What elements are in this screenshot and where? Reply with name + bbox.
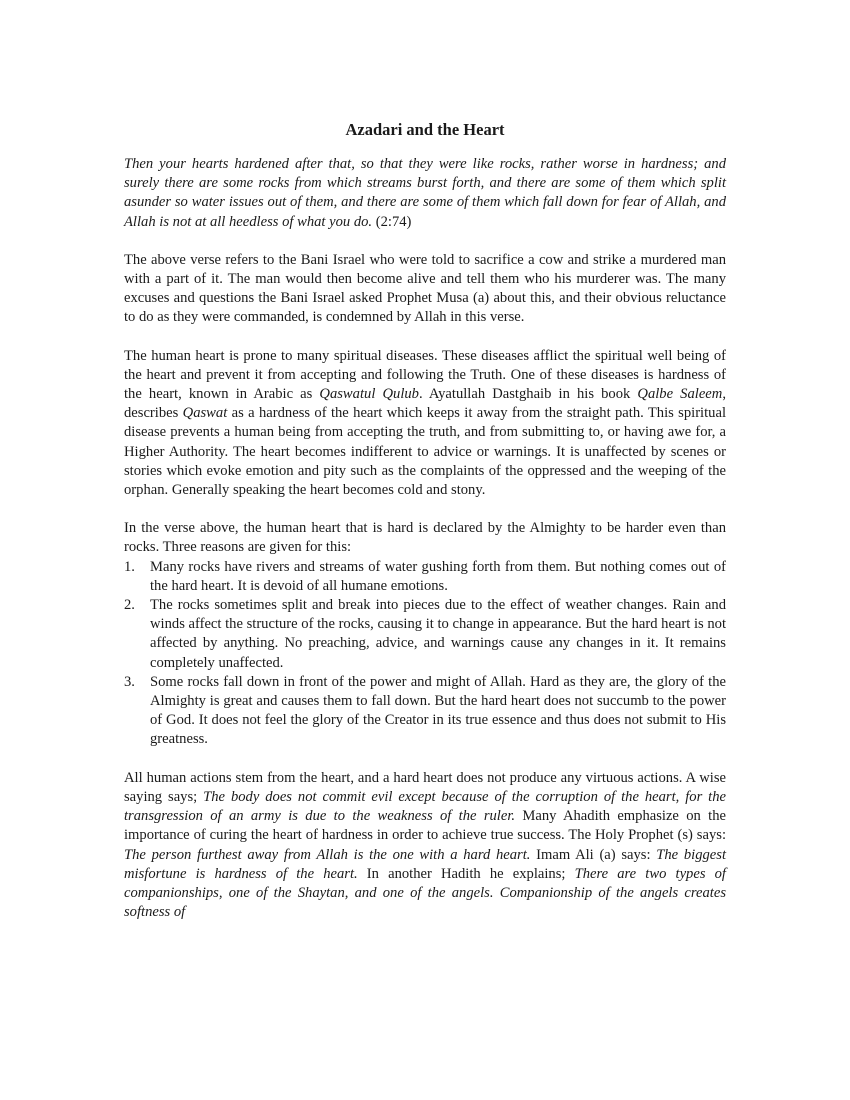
paragraph-spiritual-diseases bbox=[124, 347, 726, 501]
list-number: 2. bbox=[124, 597, 135, 614]
paragraph-bani-israel: The above verse refers to the Bani Israel who were told to sacrifice a cow and strike a murdered man with a part of it. The man would then become alive and tell them who his murderer was. The many excuses and questions the Bani Israel asked Prophet Musa (a) about this, and their obvious reluctance to do as they were commanded, is condemned by Allah in this verse. bbox=[124, 251, 726, 326]
list-number: 1. bbox=[124, 558, 135, 575]
document-page bbox=[124, 120, 726, 941]
list-item-text: Many rocks have rivers and streams of water gushing forth from them. But nothing comes out of the hard heart. It is devoid of all humane emotions. bbox=[150, 558, 726, 594]
reasons-list bbox=[124, 558, 726, 750]
epigraph-text: Then your hearts hardened after that, so that they were like rocks, rather worse in hardness; and surely there are some rocks from which streams burst forth, and there are some of them which split asunder so water issues out of them, and there are some of them which fall down for fear of Allah, and Allah is not at all heedless of what you do. bbox=[124, 156, 726, 230]
quran-epigraph bbox=[124, 155, 726, 232]
list-item bbox=[124, 596, 726, 673]
quote-imam-ali: The biggest misfortune is hardness of the heart. bbox=[124, 846, 727, 882]
verse-reference: (2:74) bbox=[375, 213, 412, 230]
text-run: In another Hadith he explains; bbox=[357, 865, 575, 882]
list-item bbox=[124, 558, 726, 596]
paragraph-hadith bbox=[124, 769, 726, 923]
text-run: as a hardness of the heart which keeps it away from the straight path. This spiritual disease prevents a human being from accepting the truth, and from submitting to, or having awe for, a Higher Authority. The heart becomes indifferent to advice or warnings. It is unaffected by scenes or stories which evoke emotion and pity such as the complaints of the oppressed and the weeping of the orphan. Generally speaking the heart becomes cold and stony. bbox=[124, 405, 726, 499]
text-run: , describes bbox=[124, 386, 726, 422]
text-run: Imam Ali (a) says: bbox=[530, 846, 657, 863]
quote-companionships: There are two types of companionships, one of the Shaytan, and one of the angels. Companionship of the angels creates softness of bbox=[124, 865, 726, 921]
list-number: 3. bbox=[124, 673, 135, 690]
quote-wise-saying: The body does not commit evil except because of the corruption of the heart, for the transgression of an army is due to the weakness of the ruler. bbox=[124, 788, 726, 825]
text-run: Many Ahadith emphasize on the importance of curing the heart of hardness in order to achieve true success. The Holy Prophet (s) says: bbox=[124, 808, 727, 844]
page-title: Azadari and the Heart bbox=[345, 120, 505, 139]
paragraph-three-reasons-lead: In the verse above, the human heart that is hard is declared by the Almighty to be harder even than rocks. Three reasons are given for this: bbox=[124, 520, 726, 556]
text-run: All human actions stem from the heart, and a hard heart does not produce any virtuous actions. A wise saying says; bbox=[124, 769, 726, 805]
list-item-text: The rocks sometimes split and break into pieces due to the effect of weather changes. Rain and winds affect the structure of the rocks, causing it to change in appearance. But the hard heart is not affected by anything. No preaching, advice, and warnings cause any changes in it. It remains completely unaffected. bbox=[150, 597, 726, 671]
list-item-text: Some rocks fall down in front of the power and might of Allah. Hard as they are, the glory of the Almighty is great and causes them to fall down. But the hard heart does not succumb to the power of God. It does not feel the glory of the Creator in its true essence and thus does not submit to His greatness. bbox=[150, 673, 726, 748]
quote-holy-prophet: The person furthest away from Allah is the one with a hard heart. bbox=[124, 846, 531, 863]
term-qaswat: Qaswat bbox=[182, 405, 228, 422]
list-item bbox=[124, 673, 726, 750]
book-title: Qalbe Saleem bbox=[637, 386, 723, 403]
text-run: . Ayatullah Dastghaib in his book bbox=[418, 386, 638, 403]
text-run: The human heart is prone to many spiritual diseases. These diseases afflict the spiritual well being of the heart and prevent it from accepting and following the Truth. One of these diseases is hardness of the heart, known in Arabic as bbox=[124, 347, 726, 403]
term-qaswatul-qulub: Qaswatul Qulub bbox=[319, 386, 419, 403]
